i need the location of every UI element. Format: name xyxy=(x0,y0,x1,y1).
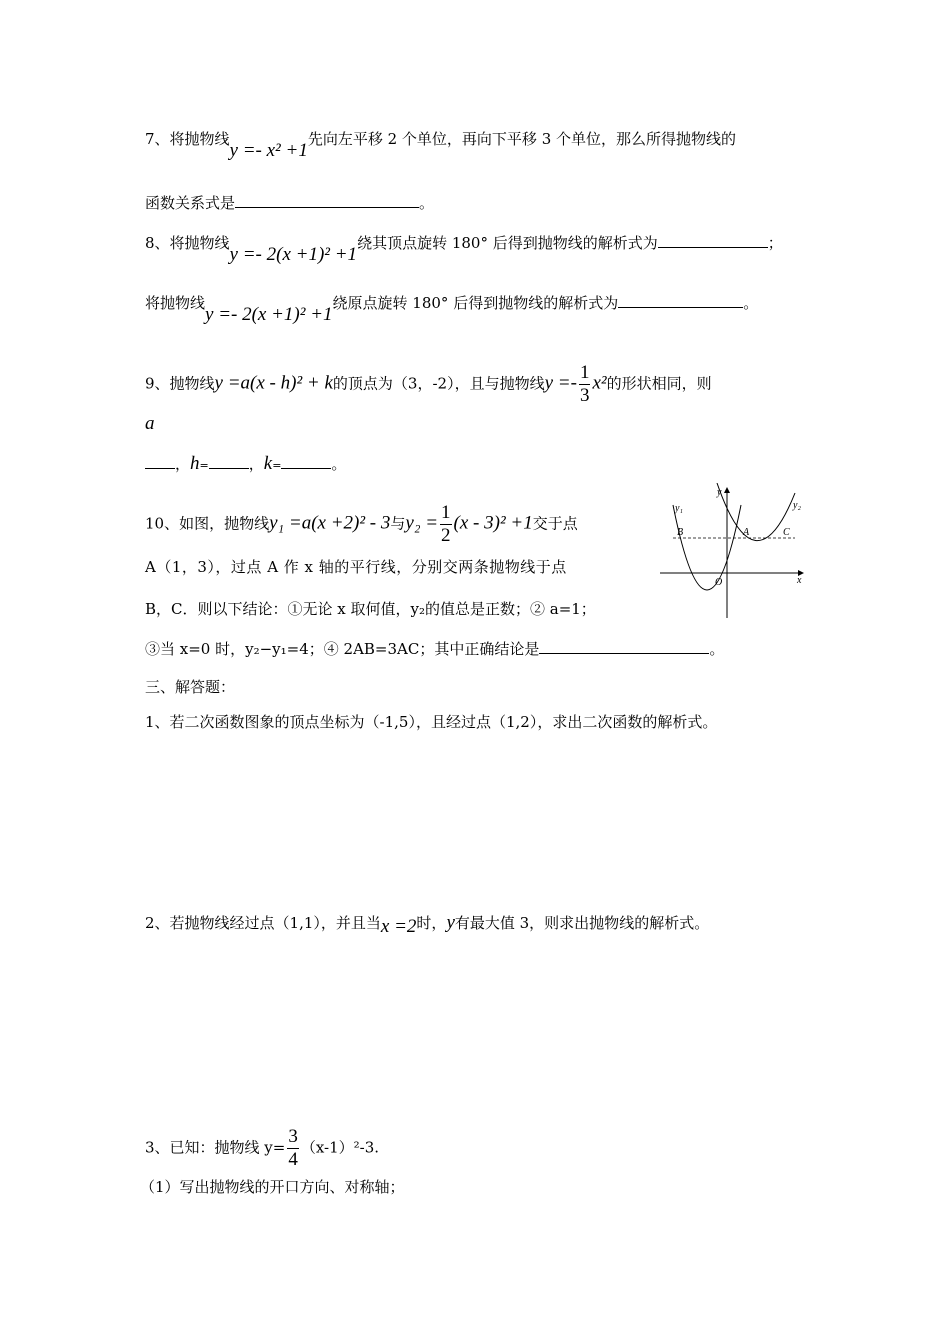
label-origin: O xyxy=(715,577,723,588)
q10-equation2-pre: y₂ = xyxy=(405,512,439,534)
answer-blank[interactable] xyxy=(618,293,743,308)
label-b: B xyxy=(677,527,684,538)
q10-and: 与 xyxy=(390,514,406,533)
label-a: A xyxy=(743,527,750,538)
q8-line2-end: 。 xyxy=(743,294,759,312)
a3-sub1-line xyxy=(140,1176,405,1198)
q9-equals: = xyxy=(199,459,209,472)
q9-equals-2: = xyxy=(272,459,282,472)
a3-line xyxy=(145,1126,379,1171)
q9-equation: y =a(x - h)² + k xyxy=(214,372,333,394)
q9-comma: ， xyxy=(175,455,191,473)
q10-fraction xyxy=(440,502,452,547)
a3-sub1-text: （1）写出抛物线的开口方向、对称轴； xyxy=(140,1178,405,1196)
q8-equation-2: y =- 2(x +1)² +1 xyxy=(205,304,333,325)
q10-line1 xyxy=(145,502,578,547)
fraction-numerator: 1 xyxy=(579,362,590,383)
q10-line4-text: ③当 x=0 时，y₂−y₁=4；④ 2AB=3AC；其中正确结论是 xyxy=(145,640,540,658)
q8-line2-text: 绕原点旋转 180° 后得到抛物线的解析式为 xyxy=(332,294,619,312)
q10-equation1: y₁ =a(x +2)² - 3 xyxy=(269,512,391,534)
q7-end: 。 xyxy=(419,194,435,212)
q9-text2: 的形状相同，则 xyxy=(606,374,712,393)
answer-blank-a[interactable] xyxy=(145,454,175,469)
a1-line xyxy=(145,711,717,733)
a3-pre: 3、已知：抛物线 y= xyxy=(145,1138,286,1157)
q7-line2-text: 函数关系式是 xyxy=(145,194,236,212)
label-c: C xyxy=(783,527,790,538)
q8-line2 xyxy=(145,292,759,325)
fraction-denominator: 4 xyxy=(288,1149,298,1170)
q8-line2-pre: 将抛物线 xyxy=(145,294,206,312)
q8-text: 绕其顶点旋转 180° 后得到抛物线的解析式为 xyxy=(357,234,658,252)
q8-end: ； xyxy=(767,234,783,252)
q7-line1 xyxy=(145,128,737,161)
answer-blank[interactable] xyxy=(235,193,419,208)
q10-line3-text: B，C．则以下结论：①无论 x 取何值，y₂的值总是正数；② a=1； xyxy=(145,600,596,618)
a2-line xyxy=(145,912,710,937)
a3-fraction xyxy=(287,1126,299,1171)
fraction-numerator: 3 xyxy=(288,1126,298,1147)
fraction-numerator: 1 xyxy=(441,502,451,523)
q9-comma-2: ， xyxy=(248,455,264,473)
q9-fraction xyxy=(579,362,591,407)
a2-equation: x =2 xyxy=(380,916,417,937)
a2-pre: 2、若抛物线经过点（1,1），并且当 xyxy=(145,914,381,932)
answer-blank[interactable] xyxy=(539,639,709,654)
a1-text: 1、若二次函数图象的顶点坐标为（-1,5），且经过点（1,2），求出二次函数的解析式。 xyxy=(145,713,718,731)
q10-line3 xyxy=(145,598,596,620)
q9-k-symbol: k xyxy=(263,453,273,474)
answer-blank[interactable] xyxy=(658,233,768,248)
q9-end: 。 xyxy=(331,455,347,473)
label-x: x xyxy=(797,575,802,586)
q8-line1 xyxy=(145,232,783,265)
q10-text1: 交于点 xyxy=(532,514,578,533)
parabola-y1 xyxy=(673,505,741,590)
q9-line3 xyxy=(145,453,346,477)
q9-equation2-post: x² xyxy=(592,372,607,394)
q10-end: 。 xyxy=(709,640,725,658)
q10-line2 xyxy=(145,556,567,578)
section-3-title-text: 三、解答题： xyxy=(145,678,236,696)
label-y: y xyxy=(717,487,722,498)
q9-number: 9、抛物线 xyxy=(145,374,215,393)
q9-line2 xyxy=(145,413,155,435)
q10-line4 xyxy=(145,638,724,660)
section-3-title xyxy=(145,676,235,698)
a2-mid: 时， xyxy=(416,914,447,932)
answer-blank-h[interactable] xyxy=(209,454,249,469)
q9-line1 xyxy=(145,362,712,407)
q8-number: 8、将抛物线 xyxy=(145,234,230,252)
q7-number: 7、将抛物线 xyxy=(145,130,230,148)
parabola-figure xyxy=(655,483,810,623)
q10-line2-text: A（1，3），过点 A 作 x 轴的平行线，分别交两条抛物线于点 xyxy=(145,558,567,576)
q9-equation2-pre: y =- xyxy=(544,372,577,394)
label-y2: y₂ xyxy=(793,500,801,511)
q7-equation: y =- x² +1 xyxy=(229,140,308,161)
q10-equation2-post: (x - 3)² +1 xyxy=(453,512,533,534)
fraction-denominator: 2 xyxy=(441,525,451,546)
label-y1: y₁ xyxy=(675,503,683,514)
answer-blank-k[interactable] xyxy=(281,454,331,469)
q9-a-symbol: a xyxy=(145,413,155,434)
a2-post: 有最大值 3，则求出抛物线的解析式。 xyxy=(454,914,710,932)
q9-h-symbol: h xyxy=(190,453,200,474)
a2-y-symbol: y xyxy=(446,912,455,933)
q7-line2 xyxy=(145,192,434,214)
a3-post: （x-1）²-3. xyxy=(300,1138,380,1157)
q9-text1: 的顶点为（3，-2），且与抛物线 xyxy=(332,374,545,393)
q8-equation: y =- 2(x +1)² +1 xyxy=(229,244,358,265)
q10-number: 10、如图，抛物线 xyxy=(145,514,270,533)
q7-text: 先向左平移 2 个单位，再向下平移 3 个单位，那么所得抛物线的 xyxy=(307,130,737,148)
fraction-denominator: 3 xyxy=(579,385,590,406)
